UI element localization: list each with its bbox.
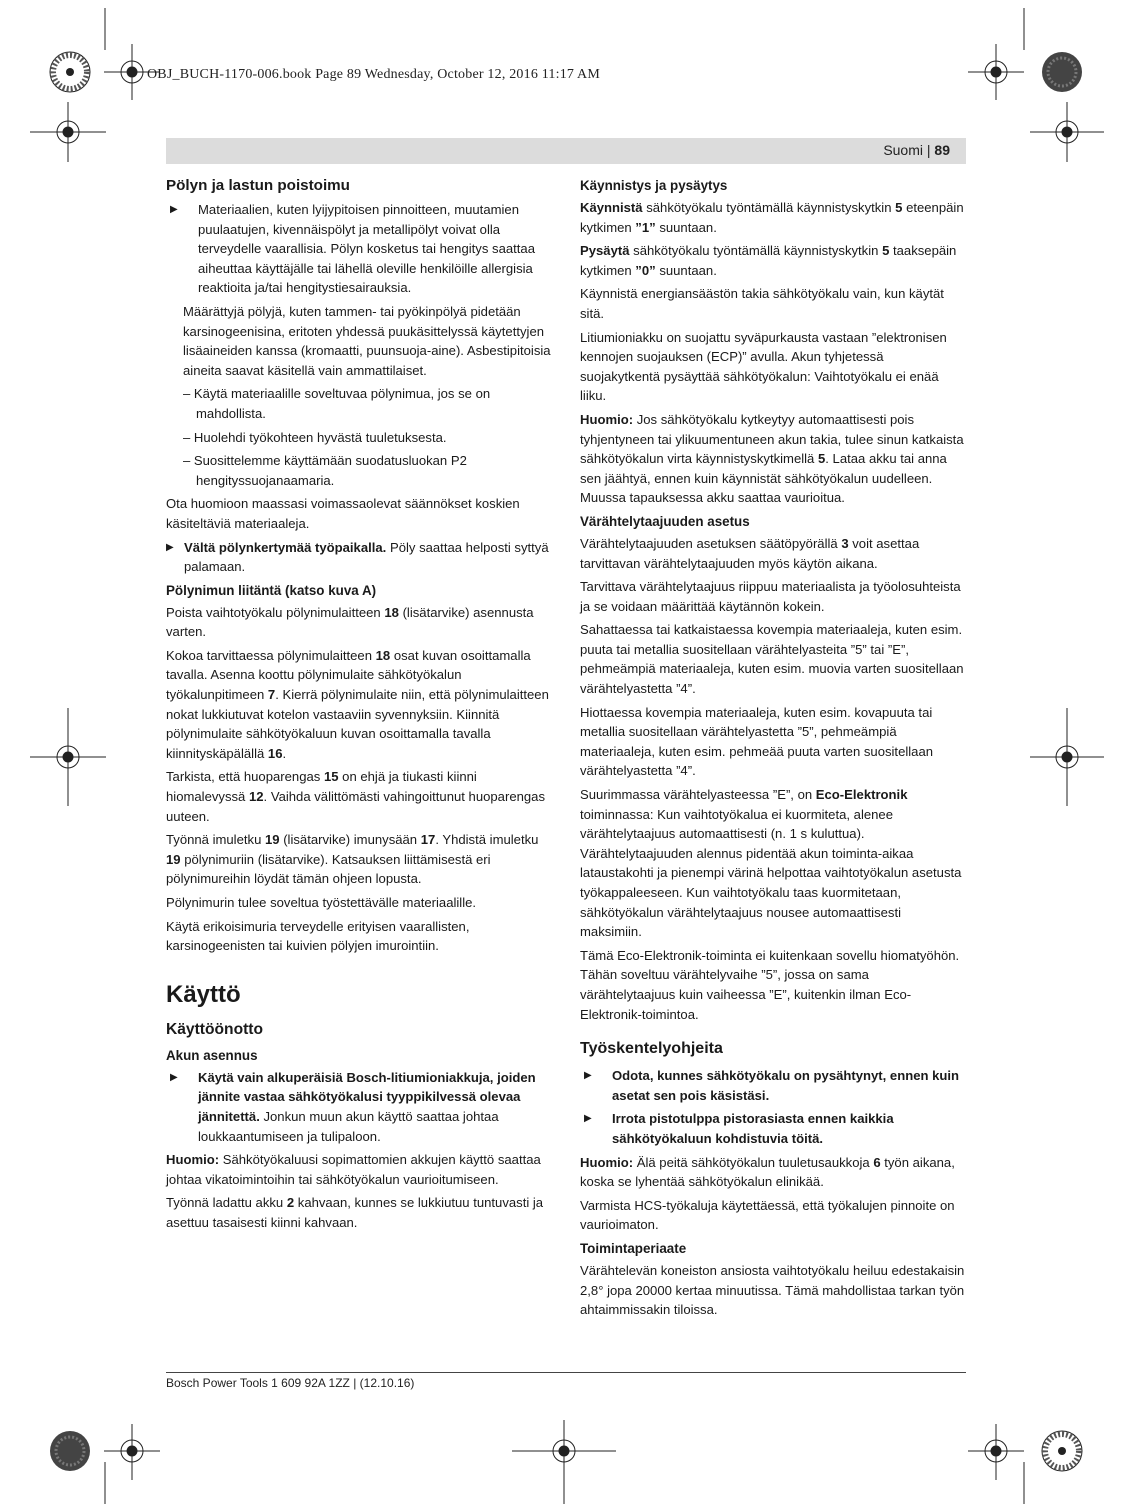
dash-item-text: Huolehdi työkohteen hyvästä tuuletuksesta. <box>193 429 447 445</box>
operation-heading: Käyttö <box>166 980 241 1008</box>
text-run: eteenpäin kytkimen <box>580 200 964 235</box>
text-run: Työnnä ladattu akku <box>166 1195 287 1211</box>
bullet-arrow-icon: ▶ <box>166 541 174 553</box>
eco-sanding-text: Tämä Eco-Elektronik-toiminta ei kuitenkaan sovellu hiomatyöhön. Tähän soveltuu värähtelyvaihe ”5”, jossa on sama värähtelytaajuus kuin vaiheessa ”E”, kuitenkin ilman Eco-Elektronik-toimintoa. <box>580 947 960 1022</box>
dust-extractor-connection-heading: Pölynimun liitäntä (katso kuva A) <box>166 582 377 598</box>
text-run: taaksepäin kytkimen <box>580 243 957 278</box>
regulations-text: Ota huomioon maassasi voimassaolevat säännökset koskien käsiteltäviä materiaaleja. <box>166 496 520 531</box>
part-number: 18 <box>384 604 399 620</box>
battery-note <box>166 1150 551 1189</box>
part-number: 17 <box>420 832 436 848</box>
wait-standstill-bullet <box>580 1066 965 1105</box>
part-number: 15 <box>323 769 339 785</box>
unplug-bullet <box>580 1109 965 1148</box>
action-bold: Pysäytä <box>580 243 630 259</box>
text-run: . Kierrä pölynimulaite niin, että pölynimulaitteen nokat lukkiutuvat kotelon vastaaviin syvennyksiin. Kiinnitä pölynimulaite sähkötyökaluun kuvan osoittamalla tavalla kiinnityskäpälällä <box>166 687 549 761</box>
part-number: 2 <box>286 1195 295 1211</box>
working-principle-heading: Toimintaperiaate <box>580 1240 687 1256</box>
battery-warning-bold: Käytä vain alkuperäisiä Bosch-litiumioniakkuja, joiden jännite vastaa sähkötyökalusi tyyppikilvessä olevaa jännitettä. <box>198 1069 536 1124</box>
page-footer: Bosch Power Tools 1 609 92A 1ZZ | (12.10.16) <box>166 1376 415 1390</box>
ventilation-note <box>580 1153 965 1192</box>
crosshair-bottom-right <box>968 1424 1024 1480</box>
bullet-arrow-icon: ▶ <box>584 1070 592 1082</box>
text-run: sähkötyökalu työntämällä käynnistyskytkin <box>642 200 896 215</box>
starburst-target-top-left <box>50 52 90 92</box>
part-number: 6 <box>873 1154 881 1170</box>
text-run: Tarkista, että huoparengas <box>166 769 324 785</box>
switch-on-off-heading: Käynnistys ja pysäytys <box>580 178 728 193</box>
crosshair-right-middle <box>1030 708 1104 806</box>
part-number: 5 <box>882 243 890 259</box>
felt-ring-text <box>166 767 551 826</box>
text-run: Työnnä imuletku <box>166 832 265 848</box>
battery-warning-rest: Jonkun muun akun käyttö saattaa johtaa loukkaantumiseen ja tulipaloon. <box>198 1108 499 1144</box>
part-number: 12 <box>248 789 264 805</box>
sanding-oscillation-text: Hiottaessa kovempia materiaaleja, kuten esim. kovapuuta tai metallia suositellaan värähtelyastetta ”5”, pehmeämpiä materiaaleja, kuten esim. pehmeää puuta varten suositellaan värähtelyastetta ”4”. <box>580 704 934 779</box>
unplug-text: Irrota pistotulppa pistorasiasta ennen kaikkia sähkötyökaluun kohdistuvia töitä. <box>612 1111 894 1146</box>
text-run: Kokoa tarvittaessa pölynimulaitteen <box>166 647 376 663</box>
part-number: 5 <box>817 451 826 467</box>
header-separator: | <box>923 142 935 158</box>
oscillation-thumbwheel-text <box>580 534 965 573</box>
text-run: työn aikana, koska se lyhentää sähkötyökalun elinikää. <box>580 1154 955 1190</box>
text-run: Suurimmassa värähtelyasteessa ”E”, on <box>580 787 816 803</box>
carcinogenic-dust-text: Määrättyjä pölyjä, kuten tammen- tai pyökinpölyä pidetään karsinogeenisina, eritoten yhdessä puukäsittelyssä käytettyjen lisäaineiden kanssa (kromaatti, puunsuoja-aine). Asbestipitoisia aineita saavat käsitellä vain ammattilaiset. <box>183 303 551 378</box>
text-run: Jos sähkötyökalu kytkeytyy automaattisesti pois tyhjentyneen tai ylikuumentuneen akun takia, tulee sinun katkaista sähkötyökalun virta käynnistyskytkimellä <box>580 411 964 467</box>
dust-warning-bullet <box>166 200 551 298</box>
action-bold: Käynnistä <box>580 200 643 215</box>
crosshair-left-upper <box>30 102 106 162</box>
right-column <box>580 176 965 1324</box>
bullet-arrow-icon: ▶ <box>170 1071 178 1083</box>
working-principle-text: Värähtelevän koneiston ansiosta vaihtotyökalu heiluu edestakaisin 2,8° jopa 20000 kertaa minuutissa. Tämä mahdollistaa tarkan työn ahtaimmissakin tiloissa. <box>580 1262 965 1318</box>
hcs-coating-text: Varmista HCS-työkaluja käytettäessä, että työkalujen pinnoite on vaurioimaton. <box>580 1197 955 1233</box>
dash-item-text: Käytä materiaalille soveltuvaa pölynimua, jos se on mahdollista. <box>193 386 491 421</box>
part-number: 19 <box>264 832 280 848</box>
avoid-dust-bullet <box>166 538 551 577</box>
oscillation-setting-heading: Värähtelytaajuuden asetus <box>580 513 750 529</box>
ecp-protection-text: Litiumioniakku on suojattu syväpurkausta vastaan ”elektronisen kennojen suojauksen (ECP)” avulla. Akun tyhjetessä suojakytkentä pysäyttää sähkötyökalun: Vaihtotyökalu ei enää liiku. <box>580 329 947 404</box>
switch-on-text <box>580 198 965 237</box>
bullet-arrow-icon: ▶ <box>584 1113 592 1125</box>
text-run: (lisätarvike) imunysään <box>279 832 421 848</box>
text-run: suuntaan. <box>655 262 717 278</box>
switch-position: ”0” <box>635 262 656 278</box>
eco-elektronik-bold: Eco-Elektronik <box>815 787 908 803</box>
text-run: Poista vaihtotyökalu pölynimulaitteen <box>166 604 385 620</box>
dark-target-bottom-left <box>50 1431 90 1471</box>
sawing-oscillation-text: Sahattaessa tai katkaistaessa kovempia materiaaleja, kuten esim. puuta tai metallia suositellaan värähtelyasteita ”5” tai ”E”, pehmeämpiä materiaaleja, kuten esim. muovia varten suositellaan värähtelyastetta ”4”. <box>580 622 964 697</box>
part-number: 16 <box>267 745 283 761</box>
starburst-target-bottom-right <box>1042 1431 1082 1471</box>
text-run: voit asettaa tarvittavan värähtelytaajuuden myös käytön aikana. <box>580 535 920 571</box>
text-run: toiminnassa: Kun vaihtotyökalua ei kuormiteta, alenee värähtelytaajuus automaattisesti (n. 1 s kuluttua). Värähtelytaajuuden alennus pidentää akun toiminta-aikaa lataustakohti ja pienempi värinä helpottaa vaihtotyökalun asetusta työkappaleeseen. Kun vaihtotyökalu taas kuormitetaan, sähkötyökalun värähtelytaajuus nousee automaattisesti maksimiin. <box>580 806 962 940</box>
part-number: 18 <box>375 647 391 663</box>
page-header-bar <box>166 138 966 164</box>
print-slug: OBJ_BUCH-1170-006.book Page 89 Wednesday, October 12, 2016 11:17 AM <box>147 67 600 82</box>
text-run: on ehjä ja tiukasti kiinni hiomalevyssä <box>166 769 477 805</box>
wait-standstill-text: Odota, kunnes sähkötyökalu on pysähtynyt, ennen kuin asetat sen pois käsistäsi. <box>612 1068 960 1103</box>
part-number: 5 <box>895 200 903 215</box>
crosshair-top-right <box>968 44 1024 100</box>
battery-insertion-heading: Akun asennus <box>166 1047 258 1063</box>
crosshair-right-upper <box>1030 102 1104 162</box>
insert-battery-text <box>166 1193 551 1232</box>
note-label: Huomio: <box>580 411 634 427</box>
part-number: 19 <box>166 851 181 867</box>
auto-switch-off-note <box>580 410 965 508</box>
text-run: kahvaan, kunnes se lukkiutuu tuntuvasti ja asettuu tasaisesti kiinni kahvaan. <box>166 1195 544 1230</box>
text-run: pölynimuriin (lisätarvike). Katsauksen liittämisestä eri pölynimureihin löydät tämän ohjeen lopusta. <box>166 851 491 887</box>
vacuum-suitability-text: Pölynimurin tulee soveltua työstettävälle materiaalille. <box>166 895 477 910</box>
bullet-arrow-icon: ▶ <box>170 204 178 215</box>
crosshair-left-middle <box>30 708 106 806</box>
switch-position: ”1” <box>635 219 656 235</box>
dark-target-top-right <box>1042 52 1082 92</box>
header-language: Suomi <box>883 142 923 158</box>
suction-hose-text <box>166 830 551 889</box>
text-run: Sähkötyökaluusi sopimattomien akkujen käyttö saattaa johtaa vikatoimintoihin tai sähkötyökalun vaurioitumiseen. <box>166 1152 541 1187</box>
remove-tool-text <box>166 603 551 642</box>
part-number: 3 <box>841 535 849 551</box>
text-run: osat kuvan osoittamalla tavalla. Asenna koottu pölynimulaite sähkötyökalun työkalunpitimeen <box>166 647 531 703</box>
part-number: 7 <box>267 687 276 703</box>
text-run: Värähtelytaajuuden asetuksen säätöpyörällä <box>580 535 842 551</box>
dash-item-extractor: – Käytä materiaalille soveltuvaa pölynimua, jos se on mahdollista. <box>183 386 491 421</box>
dust-extraction-heading: Pölyn ja lastun poistoimu <box>166 177 350 194</box>
working-advice-heading: Työskentelyohjeita <box>580 1040 723 1058</box>
page-number: 89 <box>934 142 950 158</box>
avoid-dust-rest: Pöly saattaa helposti syttyä palamaan. <box>184 539 549 575</box>
eco-elektronik-text <box>580 785 965 942</box>
assemble-extractor-text <box>166 646 551 764</box>
dust-warning-text: Materiaalien, kuten lyijypitoisen pinnoitteen, muutamien puulaatujen, kivennäispölyt ja metallipölyt voivat olla terveydelle vaarallisia. Pölyn kosketus tai hengitys saattaa aiheuttaa käyttäjälle tai lähellä oleville henkilöille allergisia reaktioita ja/tai hengitystiesairauksia. <box>198 202 535 296</box>
switch-off-text <box>580 241 965 280</box>
text-run: suuntaan. <box>655 219 717 235</box>
note-label: Huomio: <box>580 1154 634 1170</box>
text-run: . Lataa akku tai anna sen jäähtyä, ennen kuin käynnistät sähkötyökalun uudelleen. Muussa tapauksessa akku saattaa vaurioitua. <box>580 451 947 506</box>
dash-item-mask: – Suosittelemme käyttämään suodatusluokan P2 hengityssuojanaamaria. <box>183 453 467 488</box>
header-label <box>883 142 950 158</box>
text-run: (lisätarvike) asennusta varten. <box>166 604 534 640</box>
text-run: . Vaihda välittömästi vahingoittunut huoparengas uuteen. <box>166 789 546 824</box>
avoid-dust-bold: Vältä pölynkertymää työpaikalla. <box>184 539 387 555</box>
dash-item-ventilation: – Huolehdi työkohteen hyvästä tuuletuksesta. <box>183 429 447 445</box>
oscillation-depends-text: Tarvittava värähtelytaajuus riippuu materiaalista ja työolosuhteista ja se voidaan määrittää käytännön kokein. <box>580 579 961 614</box>
footer-rule <box>166 1372 966 1373</box>
note-label: Huomio: <box>166 1152 220 1168</box>
battery-warning-bullet <box>166 1068 551 1146</box>
dash-item-text: Suosittelemme käyttämään suodatusluokan P2 hengityssuojanaamaria. <box>193 453 467 488</box>
energy-saving-text: Käynnistä energiansäästön takia sähkötyökalu vain, kun käytät sitä. <box>580 286 944 321</box>
starting-operation-heading: Käyttöönotto <box>166 1020 264 1038</box>
text-run: Älä peitä sähkötyökalun tuuletusaukkoja <box>633 1154 874 1170</box>
special-vacuum-text: Käytä erikoisimuria terveydelle erityisen vaarallisten, karsinogeenisten tai kuivien pölyjen imurointiin. <box>166 918 470 954</box>
crosshair-bottom-left <box>104 1424 160 1480</box>
text-run: sähkötyökalu työntämällä käynnistyskytkin <box>629 243 883 259</box>
left-column <box>166 176 551 1237</box>
text-run: . Yhdistä imuletku <box>435 832 539 848</box>
text-run: . <box>282 745 287 761</box>
